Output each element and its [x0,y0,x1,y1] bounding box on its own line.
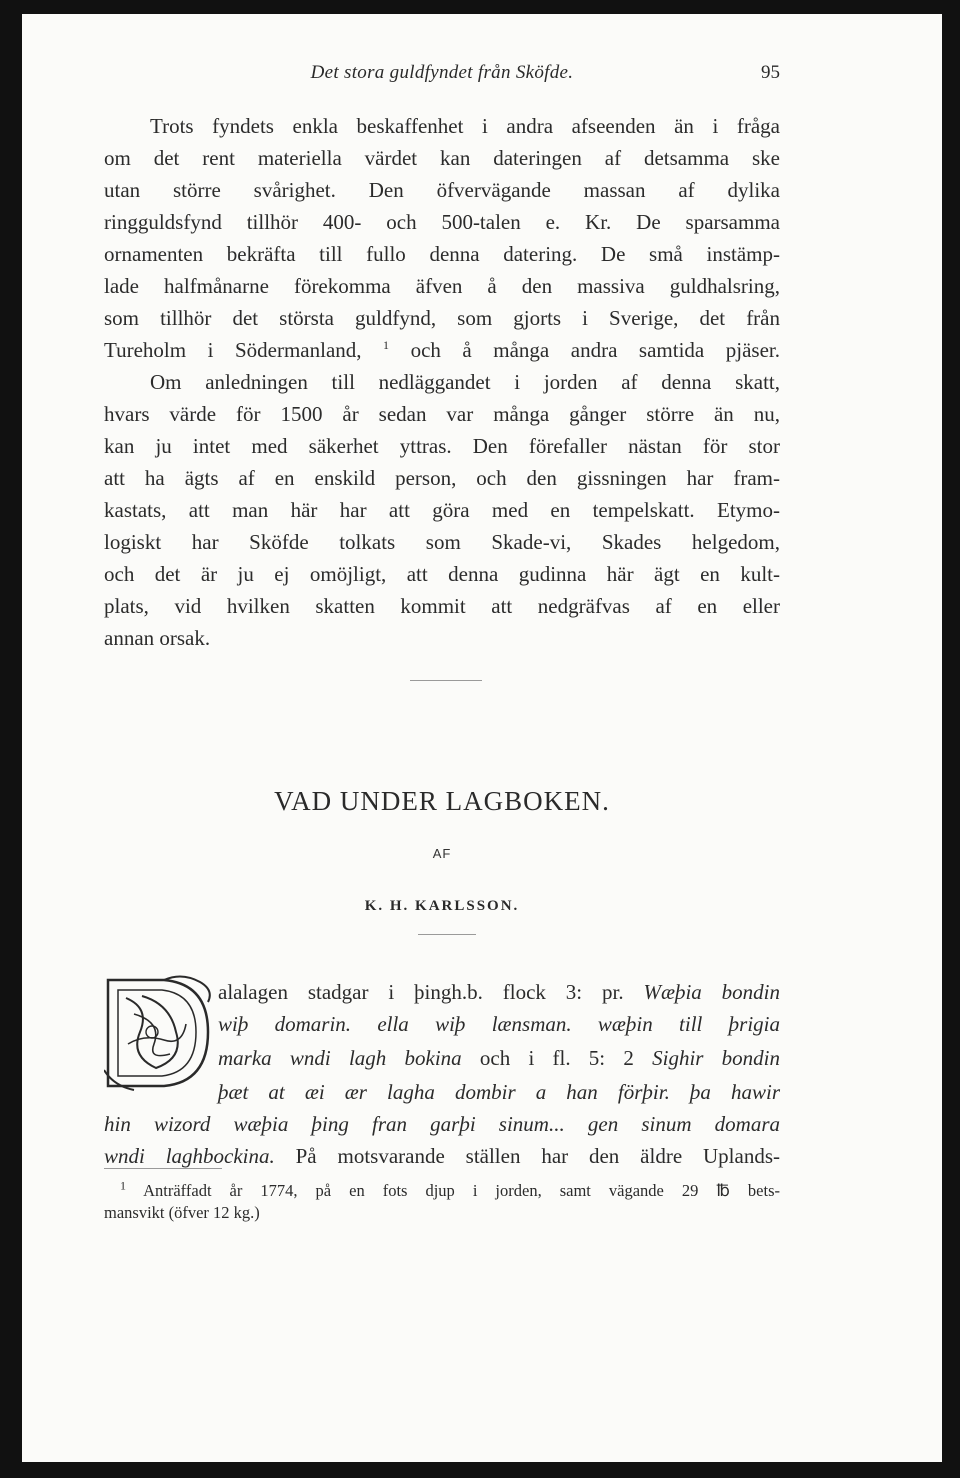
running-head [104,62,780,88]
text-line: plats, vid hvilken skatten kommit att nedgräfvas af en eller [104,594,780,618]
text-span: och å många andra samtida pjäser. [410,338,781,362]
text-line [218,1042,780,1074]
text-span-italic: wndi laghbockina. [104,1144,275,1168]
section-divider [410,680,482,681]
footnote-text: Anträffadt år 1774, på en fots djup i jorden, samt vägande 29 ℔ bets- [143,1181,780,1200]
text-line: wiþ domarin. ella wiþ lænsman. wæþin till þrigia [218,1012,780,1036]
text-span-italic: marka wndi lagh bokina [218,1046,462,1070]
decorative-initial-d-icon [104,974,216,1092]
text-line: och det är ju ej omöjligt, att denna gudinna här ägt en kult- [104,562,780,586]
text-line: hvars värde för 1500 år sedan var många gånger större än nu, [104,402,780,426]
text-line: som tillhör det största guldfynd, som gjorts i Sverige, det från [104,306,780,330]
text-line [218,976,780,1008]
text-line: lade halfmånarne förekomma äfven å den massiva guldhalsring, [104,274,780,298]
text-line [104,334,780,366]
text-line: logiskt har Sköfde tolkats som Skade-vi, Skades helgedom, [104,530,780,554]
article-title: VAD UNDER LAGBOKEN. [274,786,610,816]
footnote-rule [104,1168,222,1169]
text-line: kastats, att man här har att göra med en tempelskatt. Etymo- [104,498,780,522]
text-line: utan större svårighet. Den öfvervägande massan af dylika [104,178,780,202]
text-span-italic: Wæþia bondin [643,980,780,1004]
running-title: Det stora guldfyndet från Sköfde. [310,62,574,83]
byline-author: K. H. KARLSSON. [364,898,520,914]
footnote-line [104,1180,780,1202]
text-line: om det rent materiella värdet kan dateringen af detsamma ske [104,146,780,170]
text-span-italic: Sighir bondin [652,1046,781,1070]
text-span: På motsvarande ställen har den äldre Uplands- [295,1144,780,1168]
footnote-line: mansvikt (öfver 12 kg.) [104,1203,260,1222]
text-span: och i fl. 5: 2 [479,1046,634,1070]
book-page [22,14,942,1462]
text-line: att ha ägts af en enskild person, och den gissningen har fram- [104,466,780,490]
text-line: Trots fyndets enkla beskaffenhet i andra afseenden än i fråga [150,114,780,138]
title-divider [418,934,476,935]
page-number: 95 [761,62,780,83]
text-line: kan ju intet med säkerhet yttras. Den förefaller nästan för stor [104,434,780,458]
footnote-marker: 1 [120,1178,126,1193]
text-line: ringguldsfynd tillhör 400- och 500-talen e. Kr. De sparsamma [104,210,780,234]
text-line: hin wizord wæþia þing fran garþi sinum... gen sinum domara [104,1112,780,1136]
text-span: Tureholm i Södermanland, [104,338,362,362]
footnote-ref: 1 [383,338,390,352]
text-line: ornamenten bekräfta till fullo denna datering. De små instämp- [104,242,780,266]
byline-af: AF [432,846,452,861]
text-line: annan orsak. [104,626,211,650]
text-line: Om anledningen till nedläggandet i jorden af denna skatt, [150,370,780,394]
text-line: þæt at æi ær lagha dombir a han förþir. þa hawir [218,1080,780,1104]
text-span: alalagen stadgar i þingh.b. flock 3: pr. [218,980,624,1004]
